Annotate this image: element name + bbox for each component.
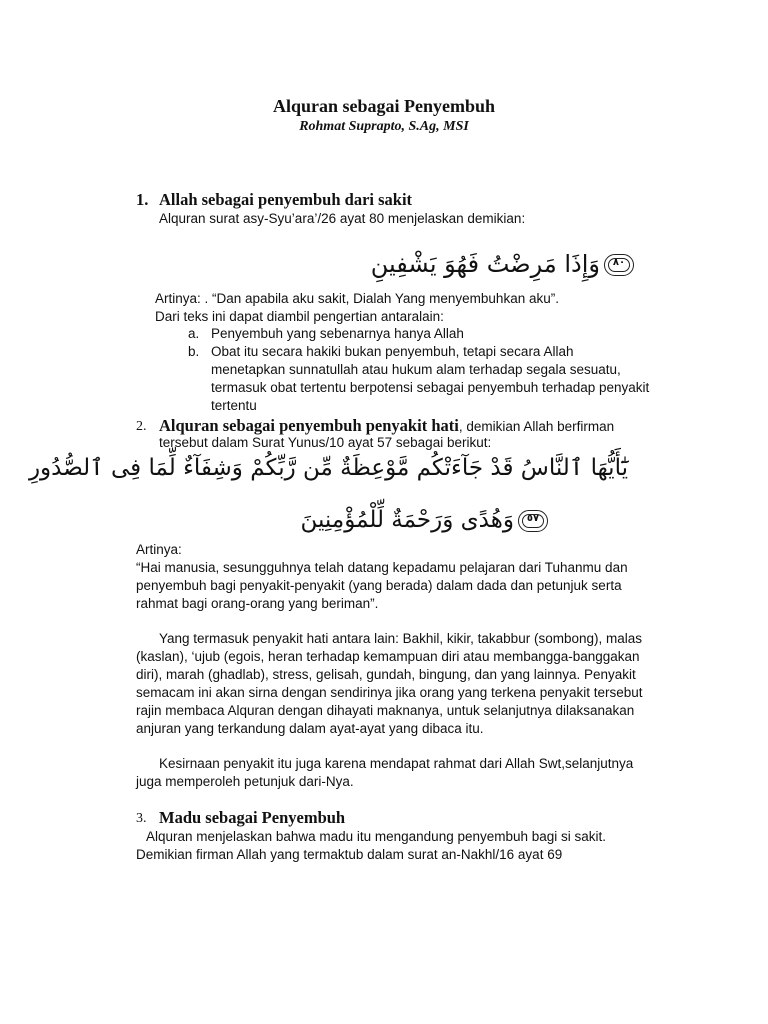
paragraph-line: rajin membaca Alquran dengan dihayati maknanya, untuk selanjutnya dilaksanakan [136, 703, 635, 718]
list-marker: b. [188, 344, 200, 359]
section1-intro: Alquran surat asy-Syu’ara’/26 ayat 80 menjelaskan demikian: [159, 211, 526, 226]
translation-line: penyembuh bagi penyakit-penyakit (yang berada) dalam dada dan petunjuk serta [136, 578, 622, 593]
list-item-text: tertentu [211, 398, 257, 413]
list-item-text: termasuk obat tertentu berpotensi sebagai penyembuh terhadap penyakit [211, 380, 650, 395]
section2-heading: Alquran sebagai penyembuh penyakit hati [159, 416, 459, 435]
section2-heading-line [159, 416, 614, 436]
list-item-text: menetapkan sunnatullah atau hukum alam terhadap segala sesuatu, [211, 362, 621, 377]
section2-arabic-verse-line1: يَٰٓأَيُّهَا ٱلنَّاسُ قَدْ جَآءَتْكُم مَّوْعِظَةٌ مِّن رَّبِّكُمْ وَشِفَآءٌ لِّمَا فِى ٱلصُّدُورِ [28, 455, 628, 481]
section1-translation: Artinya: . “Dan apabila aku sakit, Dialah Yang menyembuhkan aku”. [155, 291, 559, 306]
paragraph-line: juga memperoleh petunjuk dari-Nya. [136, 774, 354, 789]
paragraph-line: Kesirnaan penyakit itu juga karena mendapat rahmat dari Allah Swt,selanjutnya [159, 756, 634, 771]
translation-line: rahmat bagi orang-orang yang beriman”. [136, 596, 379, 611]
translation-line: “Hai manusia, sesungguhnya telah datang kepadamu pelajaran dari Tuhanmu dan [136, 560, 628, 575]
list-marker: a. [188, 326, 200, 341]
section2-arabic-verse-line2: ٥٧ وَهُدًى وَرَحْمَةٌ لِّلْمُؤْمِنِينَ [300, 507, 548, 533]
document-author: Rohmat Suprapto, S.Ag, MSI [299, 119, 469, 134]
section1-arabic-verse: ٨٠ وَإِذَا مَرِضْتُ فَهُوَ يَشْفِينِ [371, 250, 634, 278]
section3-heading: Madu sebagai Penyembuh [159, 808, 346, 827]
section1-number: 1. [136, 190, 149, 209]
section2-heading-tail: , demikian Allah berfirman [458, 419, 615, 434]
section3-number: 3. [136, 811, 147, 826]
section1-heading: Allah sebagai penyembuh dari sakit [159, 190, 413, 209]
list-item-text: Penyembuh yang sebenarnya hanya Allah [211, 326, 464, 341]
paragraph-line: diri), marah (ghadlab), stress, gelisah, gundah, bingung, dan yang lainnya. Penyakit [136, 667, 636, 682]
section2-intro: tersebut dalam Surat Yunus/10 ayat 57 sebagai berikut: [159, 435, 492, 450]
section2-translation-label: Artinya: [136, 542, 182, 557]
paragraph-line: semacam ini akan sirna dengan sendirinya jika orang yang terkena penyakit tersebut [136, 685, 643, 700]
paragraph-line: Alquran menjelaskan bahwa madu itu mengandung penyembuh bagi si sakit. [146, 829, 607, 844]
paragraph-line: (kaslan), ‘ujub (egois, heran terhadap kemampuan diri atau membangga-banggakan [136, 649, 640, 664]
section2-number: 2. [136, 419, 147, 434]
section1-conclusion-intro: Dari teks ini dapat diambil pengertian antaralain: [155, 309, 444, 324]
document-title: Alquran sebagai Penyembuh [272, 96, 496, 116]
list-item-text: Obat itu secara hakiki bukan penyembuh, tetapi secara Allah [211, 344, 574, 359]
paragraph-line: Demikian firman Allah yang termaktub dalam surat an-Nakhl/16 ayat 69 [136, 847, 563, 862]
paragraph-line: anjuran yang terkandung dalam ayat-ayat yang dibaca itu. [136, 721, 484, 736]
ayah-number-marker: ٨٠ [604, 254, 634, 276]
ayah-number-marker: ٥٧ [518, 510, 548, 532]
paragraph-line: Yang termasuk penyakit hati antara lain: Bakhil, kikir, takabbur (sombong), malas [159, 631, 642, 646]
